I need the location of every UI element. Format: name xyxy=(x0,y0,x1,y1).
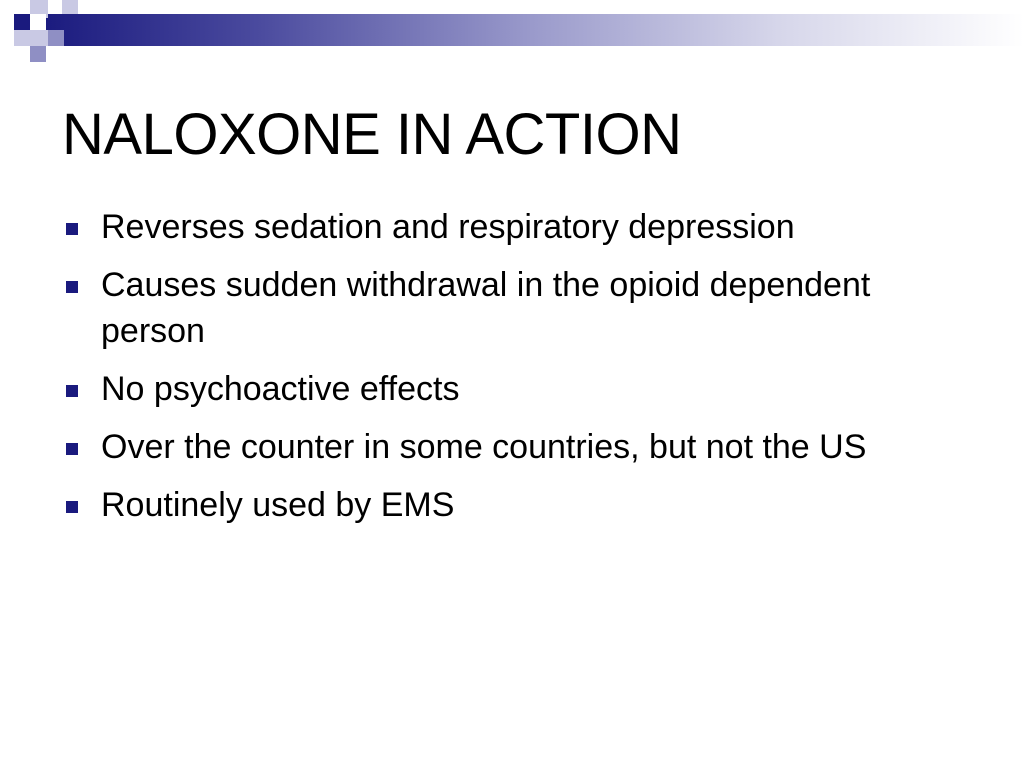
decorative-squares-logo xyxy=(0,0,80,64)
header-gradient-band xyxy=(40,14,1024,46)
bullet-text: Reverses sedation and respiratory depression xyxy=(101,208,795,246)
square-bullet-icon xyxy=(66,443,78,455)
bullet-item xyxy=(62,424,962,470)
square-bullet-icon xyxy=(66,281,78,293)
slide-title: NALOXONE IN ACTION xyxy=(62,102,682,167)
decorative-square xyxy=(14,14,30,30)
bullet-item xyxy=(62,482,962,528)
bullet-item xyxy=(62,204,962,250)
bullet-text: Causes sudden withdrawal in the opioid dependent person xyxy=(101,266,871,350)
decorative-square xyxy=(30,14,46,30)
square-bullet-icon xyxy=(66,223,78,235)
bullet-item xyxy=(62,262,962,354)
square-bullet-icon xyxy=(66,385,78,397)
decorative-square xyxy=(48,30,64,46)
bullet-list xyxy=(62,204,962,540)
square-bullet-icon xyxy=(66,501,78,513)
bullet-text: Over the counter in some countries, but not the US xyxy=(101,428,867,466)
bullet-item xyxy=(62,366,962,412)
decorative-square xyxy=(62,0,78,14)
bullet-text: Routinely used by EMS xyxy=(101,486,455,524)
decorative-square xyxy=(14,30,30,46)
decorative-square xyxy=(30,46,46,62)
bullet-text: No psychoactive effects xyxy=(101,370,460,408)
decorative-square xyxy=(30,30,48,46)
